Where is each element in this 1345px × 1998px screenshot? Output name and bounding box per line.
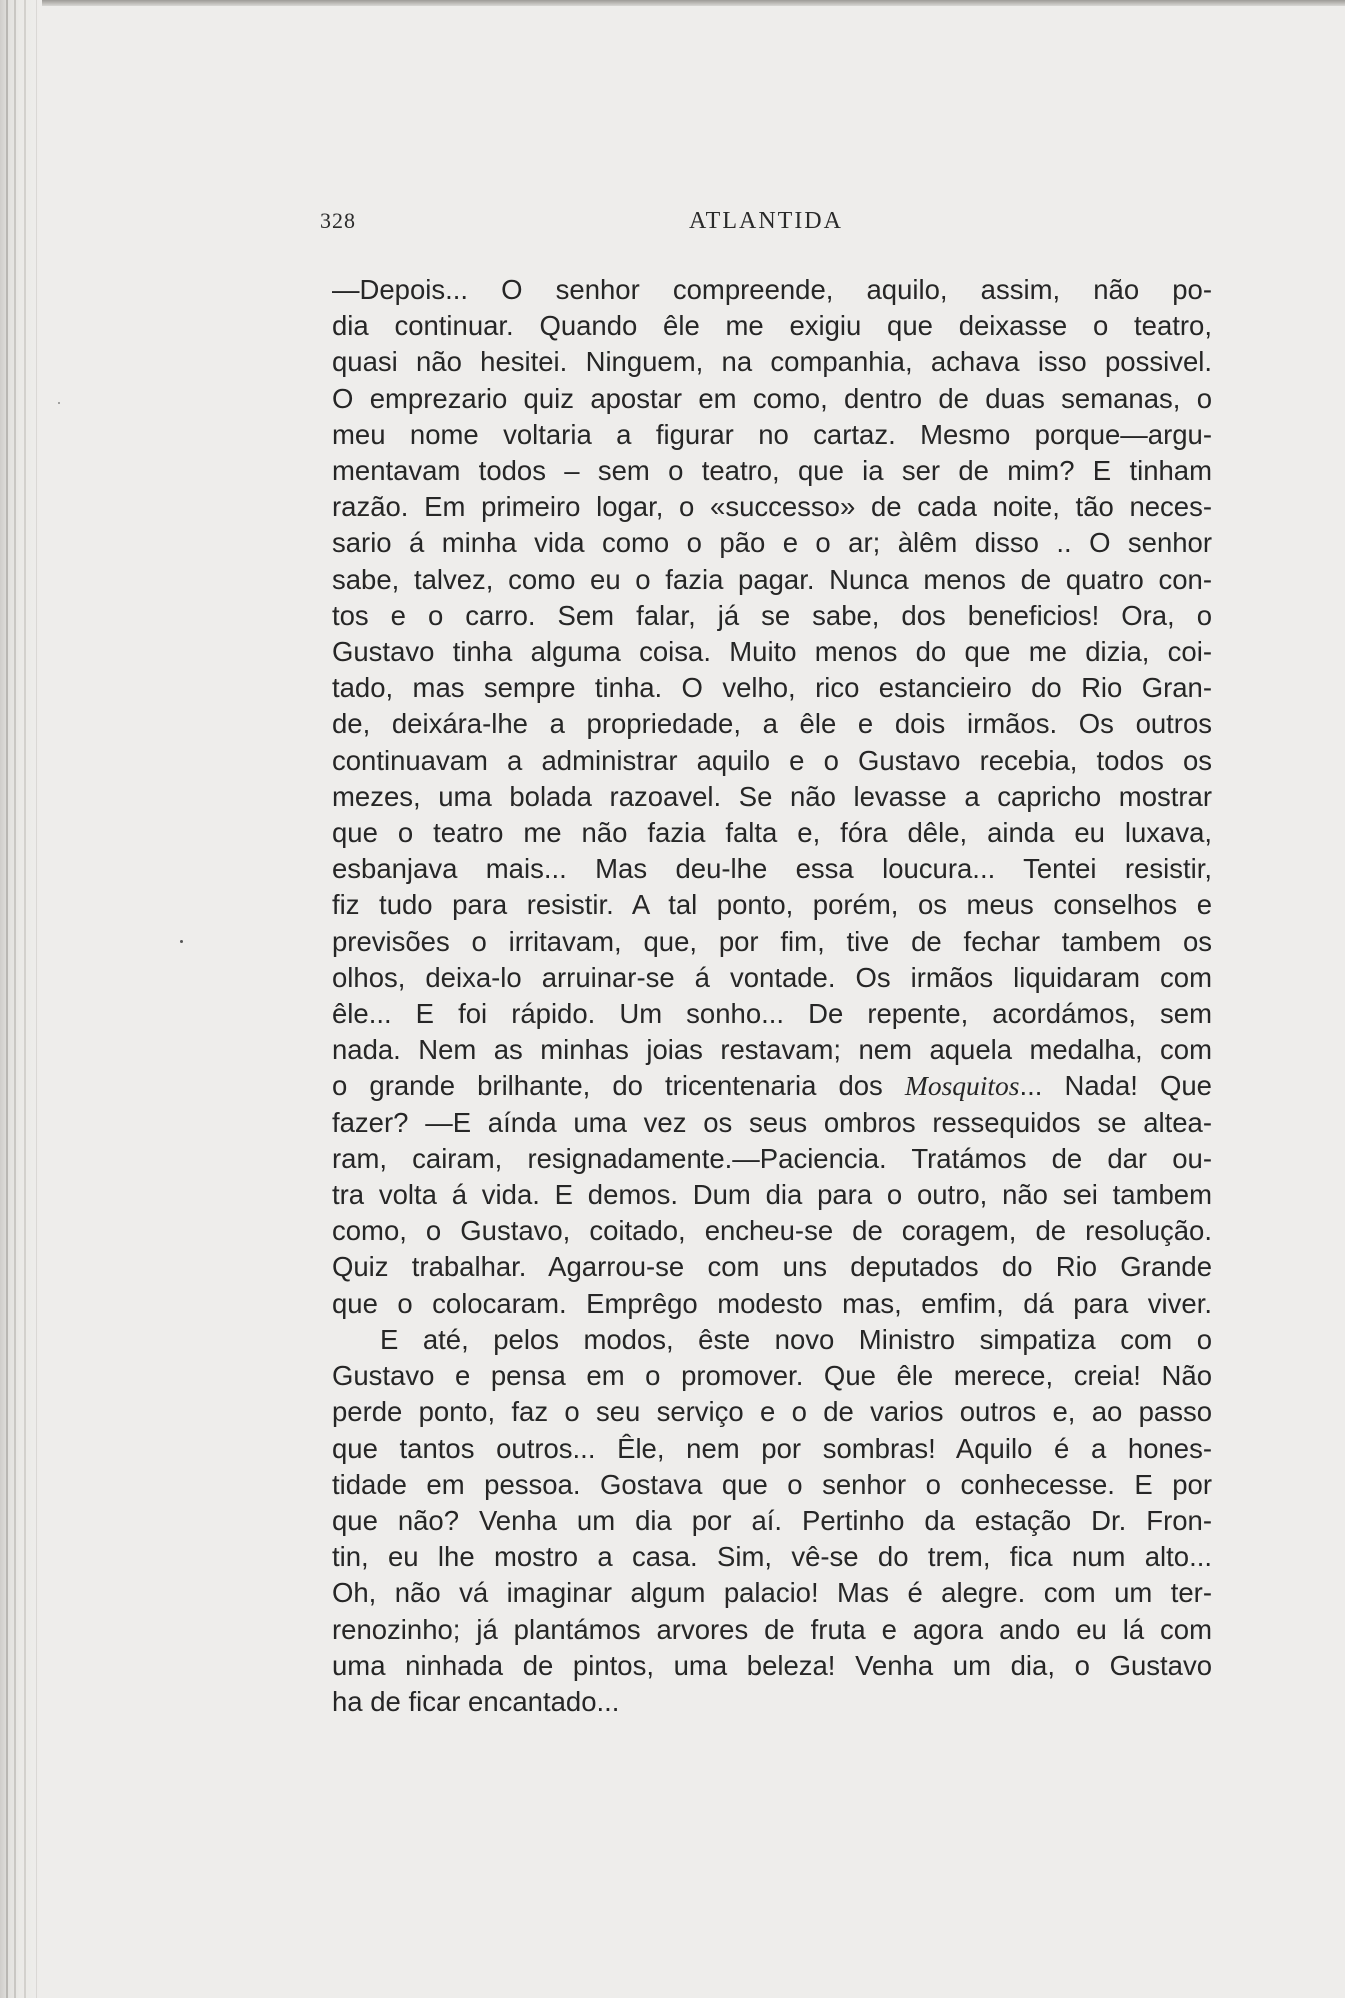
- line-text: esbanjava mais... Mas deu-lhe essa loucura... Tentei resistir,: [332, 853, 1212, 885]
- line-text: previsões o irritavam, que, por fim, tive de fechar tambem os: [332, 925, 1212, 957]
- paper-speck: [180, 940, 183, 943]
- text-line: [332, 598, 1212, 634]
- text-line: [332, 634, 1212, 670]
- line-text: continuavam a administrar aquilo e o Gustavo recebia, todos os: [332, 744, 1212, 776]
- page-number: 328: [320, 208, 356, 233]
- text-line: [332, 1503, 1212, 1539]
- text-line: [332, 1213, 1212, 1249]
- line-text: que o teatro me não fazia falta e, fóra dêle, ainda eu luxava,: [332, 817, 1212, 849]
- text-line: [332, 670, 1212, 706]
- line-text: que tantos outros... Êle, nem por sombras! Aquilo é a hones-: [332, 1432, 1212, 1464]
- text-line: [332, 1141, 1212, 1177]
- line-text: tra volta á vida. E demos. Dum dia para o outro, não sei tambem: [332, 1179, 1212, 1211]
- text-line: [332, 381, 1212, 417]
- text-line: [332, 562, 1212, 598]
- line-text: O emprezario quiz apostar em como, dentro de duas semanas, o: [332, 382, 1212, 414]
- line-text: ha de ficar encantado...: [332, 1685, 620, 1717]
- line-text: como, o Gustavo, coitado, encheu-se de coragem, de resolução.: [332, 1215, 1212, 1247]
- line-text: mezes, uma bolada razoavel. Se não levasse a capricho mostrar: [332, 780, 1212, 812]
- line-text: sabe, talvez, como eu o fazia pagar. Nunca menos de quatro con-: [332, 563, 1212, 595]
- line-text: perde ponto, faz o seu serviço e o de varios outros e, ao passo: [332, 1396, 1212, 1428]
- text-line: [332, 525, 1212, 561]
- text-line: [332, 996, 1212, 1032]
- line-text: quasi não hesitei. Ninguem, na companhia, achava isso possivel.: [332, 346, 1212, 378]
- body-text: [332, 272, 1212, 1720]
- line-text: Gustavo tinha alguma coisa. Muito menos do que me dizia, coi-: [332, 636, 1212, 668]
- line-text: tado, mas sempre tinha. O velho, rico estancieiro do Rio Gran-: [332, 672, 1212, 704]
- text-line: [332, 924, 1212, 960]
- line-text: Quiz trabalhar. Agarrou-se com uns deputados do Rio Grande: [332, 1251, 1212, 1283]
- paragraph: [332, 272, 1212, 1322]
- text-line: [332, 1177, 1212, 1213]
- line-text: tos e o carro. Sem falar, já se sabe, dos beneficios! Ora, o: [332, 599, 1212, 631]
- text-line: [332, 960, 1212, 996]
- text-line: [332, 453, 1212, 489]
- page-binding-edge: [0, 0, 42, 1998]
- text-line: [332, 779, 1212, 815]
- line-text: que o colocaram. Emprêgo modesto mas, emfim, dá para viver.: [332, 1287, 1212, 1319]
- text-line: [332, 1648, 1212, 1684]
- line-text: uma ninhada de pintos, uma beleza! Venha um dia, o Gustavo: [332, 1649, 1212, 1681]
- text-line: [332, 743, 1212, 779]
- line-text: fazer? —E aínda uma vez os seus ombros ressequidos se altea-: [332, 1106, 1212, 1138]
- text-line: [332, 1539, 1212, 1575]
- text-line: [332, 1358, 1212, 1394]
- text-line: [332, 417, 1212, 453]
- line-text: renozinho; já plantámos arvores de fruta e agora ando eu lá com: [332, 1613, 1212, 1645]
- text-line: [332, 887, 1212, 923]
- text-line: [332, 1431, 1212, 1467]
- line-text: nada. Nem as minhas joias restavam; nem aquela medalha, com: [332, 1034, 1212, 1066]
- text-line: [332, 1249, 1212, 1285]
- text-line: [332, 308, 1212, 344]
- line-text: o grande brilhante, do tricentenaria dos: [332, 1070, 905, 1102]
- text-line: [332, 815, 1212, 851]
- text-line: [332, 1684, 1212, 1720]
- line-text: —Depois... O senhor compreende, aquilo, assim, não po-: [332, 274, 1212, 305]
- line-text: ram, cairam, resignadamente.—Paciencia. Tratámos de dar ou-: [332, 1142, 1212, 1174]
- text-line: [332, 706, 1212, 742]
- line-text: dia continuar. Quando êle me exigiu que deixasse o teatro,: [332, 310, 1212, 342]
- paper-speck: [58, 402, 60, 404]
- text-line: [332, 1068, 1212, 1104]
- line-text: tin, eu lhe mostro a casa. Sim, vê-se do trem, fica num alto...: [332, 1541, 1212, 1573]
- line-text: tidade em pessoa. Gostava que o senhor o conhecesse. E por: [332, 1468, 1212, 1500]
- text-line: [332, 1322, 1212, 1358]
- text-line: [332, 1394, 1212, 1430]
- text-line: [332, 1467, 1212, 1503]
- text-line: [332, 489, 1212, 525]
- line-text: Gustavo e pensa em o promover. Que êle merece, creia! Não: [332, 1360, 1212, 1392]
- text-line: [332, 1032, 1212, 1068]
- line-text: de, deixára-lhe a propriedade, a êle e dois irmãos. Os outros: [332, 708, 1212, 740]
- line-text: êle... E foi rápido. Um sonho... De repente, acordámos, sem: [332, 998, 1212, 1030]
- line-text: sario á minha vida como o pão e o ar; àlêm disso .. O senhor: [332, 527, 1212, 559]
- text-line: [332, 1286, 1212, 1322]
- line-text: olhos, deixa-lo arruinar-se á vontade. Os irmãos liquidaram com: [332, 961, 1212, 993]
- line-text: razão. Em primeiro logar, o «successo» de cada noite, tão neces-: [332, 491, 1212, 523]
- line-text: fiz tudo para resistir. A tal ponto, porém, os meus conselhos e: [332, 889, 1212, 921]
- paragraph: [332, 1322, 1212, 1720]
- line-text: E até, pelos modos, êste novo Ministro simpatiza com o: [380, 1323, 1212, 1355]
- text-line: [332, 1612, 1212, 1648]
- page-header: [320, 208, 1212, 238]
- line-text: mentavam todos – sem o teatro, que ia ser de mim? E tinham: [332, 455, 1212, 487]
- text-line: [332, 344, 1212, 380]
- page-top-edge: [0, 0, 1345, 6]
- text-line: [332, 272, 1212, 308]
- line-text: meu nome voltaria a figurar no cartaz. Mesmo porque—argu-: [332, 418, 1212, 450]
- line-text: que não? Venha um dia por aí. Pertinho da estação Dr. Fron-: [332, 1504, 1212, 1536]
- italic-title: Mosquitos: [904, 1070, 1020, 1102]
- line-text: ... Nada! Que: [1019, 1070, 1212, 1102]
- running-title: ATLANTIDA: [689, 208, 843, 234]
- text-line: [332, 1575, 1212, 1611]
- line-text: Oh, não vá imaginar algum palacio! Mas é alegre. com um ter-: [332, 1577, 1212, 1609]
- text-line: [332, 851, 1212, 887]
- text-line: [332, 1105, 1212, 1141]
